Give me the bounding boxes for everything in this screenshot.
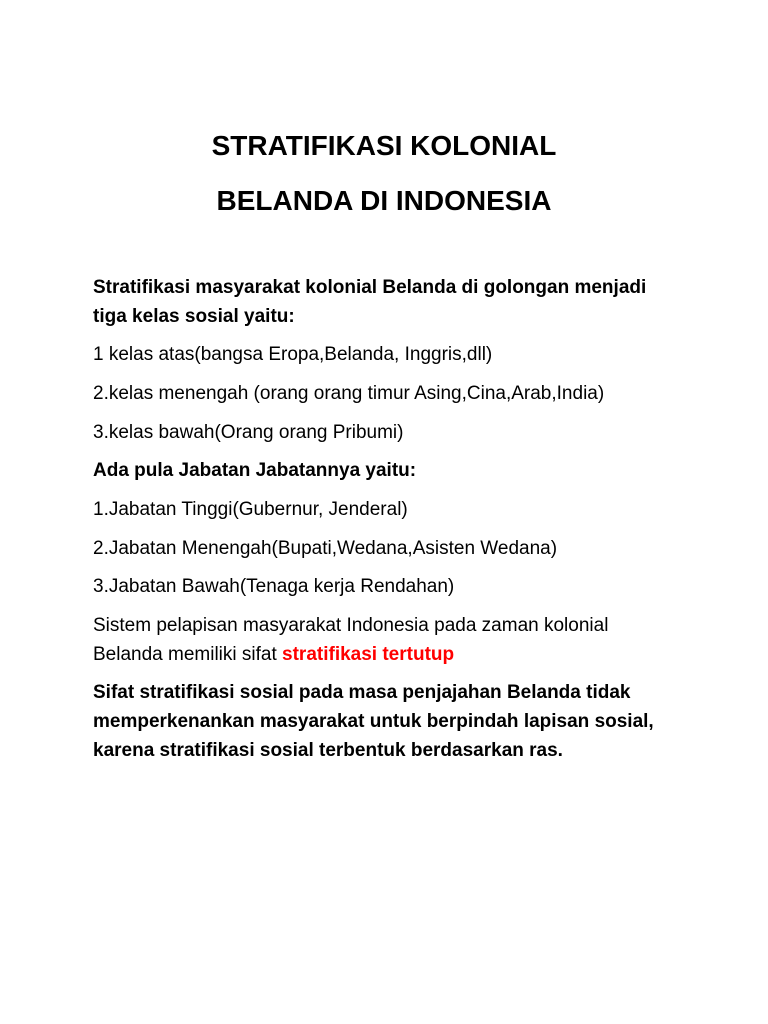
position-item-1: 1.Jabatan Tinggi(Gubernur, Jenderal) <box>93 499 408 520</box>
title-line-2: BELANDA DI INDONESIA <box>216 185 552 216</box>
title-line-1: STRATIFIKASI KOLONIAL <box>211 130 557 161</box>
conclusion-paragraph: Sifat stratifikasi sosial pada masa penjajahan Belanda tidak memperkenankan masyarakat untuk berpindah lapisan sosial, karena stratifikasi sosial terbentuk berdasarkan ras. <box>93 682 654 761</box>
system-text: Sistem pelapisan masyarakat Indonesia pada zaman kolonial Belanda memiliki sifat <box>93 615 609 665</box>
positions-heading: Ada pula Jabatan Jabatannya yaitu: <box>93 460 417 481</box>
class-item-1: 1 kelas atas(bangsa Eropa,Belanda, Inggris,dll) <box>93 344 493 365</box>
class-item-2: 2.kelas menengah (orang orang timur Asing,Cina,Arab,India) <box>93 383 605 404</box>
position-item-3: 3.Jabatan Bawah(Tenaga kerja Rendahan) <box>93 576 455 597</box>
class-item-3: 3.kelas bawah(Orang orang Pribumi) <box>93 422 404 443</box>
position-item-2: 2.Jabatan Menengah(Bupati,Wedana,Asisten Wedana) <box>93 538 558 559</box>
intro-paragraph: Stratifikasi masyarakat kolonial Belanda di golongan menjadi tiga kelas sosial yaitu: <box>93 277 647 327</box>
system-paragraph <box>93 611 683 669</box>
system-highlight: stratifikasi tertutup <box>282 644 455 665</box>
